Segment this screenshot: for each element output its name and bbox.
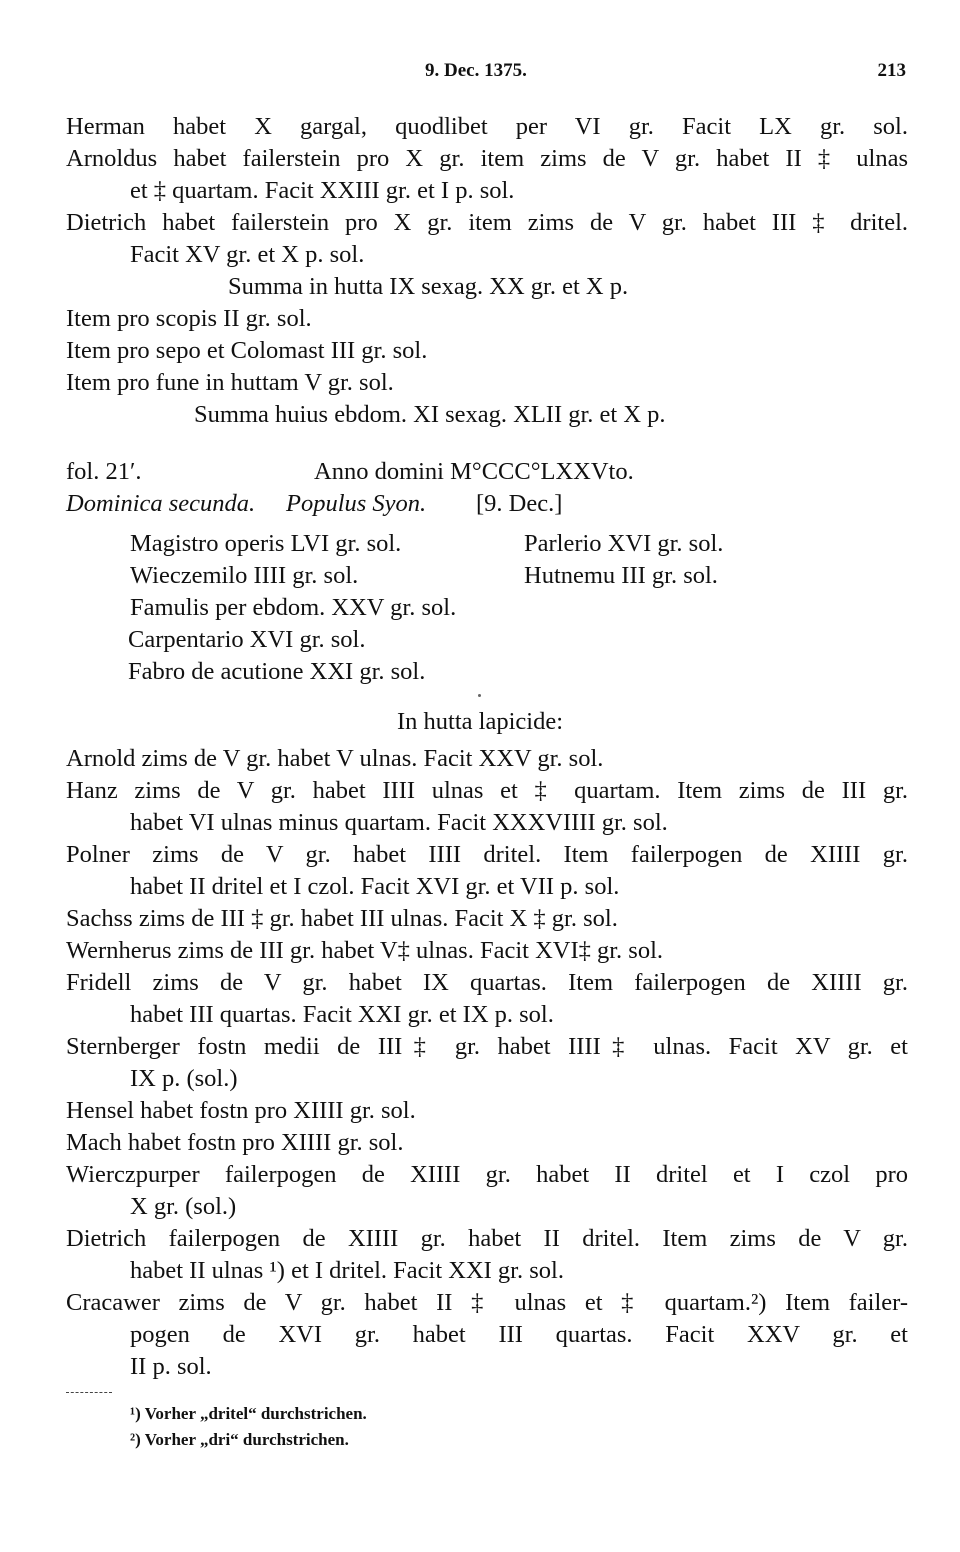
wage-line: Parlerio XVI gr. sol. (524, 530, 724, 557)
text-line: Sachss zims de III ‡ gr. habet III ulnas. Facit X ‡ gr. sol. (66, 905, 618, 932)
wage-line: Hutnemu III gr. sol. (524, 562, 718, 589)
text-line: X gr. (sol.) (130, 1193, 237, 1220)
text-line: et ‡ quartam. Facit XXIII gr. et I p. sol. (130, 177, 515, 204)
footnote: ²) Vorher „dri“ durchstrichen. (130, 1430, 349, 1449)
dominica-date: [9. Dec.] (476, 490, 563, 517)
text-line: Cracawer zims de V gr. habet II ‡ ulnas et ‡ quartam.²) Item failer- (66, 1289, 908, 1316)
text-line: Fridell zims de V gr. habet IX quartas. Item failerpogen de XIIII gr. (66, 969, 908, 996)
text-line: Polner zims de V gr. habet IIII dritel. Item failerpogen de XIIII gr. (66, 841, 908, 868)
text-line: Sternberger fostn medii de III‡ gr. habet IIII‡ ulnas. Facit XV gr. et (66, 1033, 908, 1060)
text-line: Item pro fune in huttam V gr. sol. (66, 369, 394, 396)
summa-line: Summa huius ebdom. XI sexag. XLII gr. et X p. (194, 401, 666, 428)
wage-line: Magistro operis LVI gr. sol. (130, 530, 402, 557)
text-line: Hanz zims de V gr. habet IIII ulnas et ‡ quartam. Item zims de III gr. (66, 777, 908, 804)
footnote: ¹) Vorher „dritel“ durchstrichen. (130, 1404, 367, 1423)
text-line: pogen de XVI gr. habet III quartas. Facit XXV gr. et (130, 1321, 908, 1348)
wage-line: Fabro de acutione XXI gr. sol. (128, 658, 426, 685)
text-line: Wernherus zims de III gr. habet V‡ ulnas. Facit XVI‡ gr. sol. (66, 937, 664, 964)
text-line: Item pro scopis II gr. sol. (66, 305, 312, 332)
wage-line: Carpentario XVI gr. sol. (128, 626, 366, 653)
anno-domini: Anno domini M°CCC°LXXVto. (314, 458, 634, 485)
text-line: Dietrich habet failerstein pro X gr. item zims de V gr. habet III ‡ dritel. (66, 209, 908, 236)
text-line: Wierczpurper failerpogen de XIIII gr. habet II dritel et I czol pro (66, 1161, 908, 1188)
summa-line: Summa in hutta IX sexag. XX gr. et X p. (228, 273, 629, 300)
wage-line: Famulis per ebdom. XXV gr. sol. (130, 594, 457, 621)
header-date: 9. Dec. 1375. (425, 60, 527, 81)
text-line: Item pro sepo et Colomast III gr. sol. (66, 337, 428, 364)
folio-reference: fol. 21′. (66, 458, 142, 485)
text-line: habet II ulnas ¹) et I dritel. Facit XXI gr. sol. (130, 1257, 564, 1284)
text-line: Hensel habet fostn pro XIIII gr. sol. (66, 1097, 416, 1124)
text-line: Arnoldus habet failerstein pro X gr. item zims de V gr. habet II ‡ ulnas (66, 145, 908, 172)
text-line: IX p. (sol.) (130, 1065, 238, 1092)
text-line: habet III quartas. Facit XXI gr. et IX p. sol. (130, 1001, 554, 1028)
wage-line: Wieczemilo IIII gr. sol. (130, 562, 359, 589)
populus-title: Populus Syon. (286, 490, 427, 517)
text-line: Dietrich failerpogen de XIIII gr. habet II dritel. Item zims de V gr. (66, 1225, 908, 1252)
stray-mark (478, 694, 481, 697)
page-number: 213 (877, 60, 906, 81)
text-line: habet VI ulnas minus quartam. Facit XXXVIIII gr. sol. (130, 809, 668, 836)
text-line: Arnold zims de V gr. habet V ulnas. Facit XXV gr. sol. (66, 745, 604, 772)
dominica-title: Dominica secunda. (66, 490, 256, 517)
text-line: Facit XV gr. et X p. sol. (130, 241, 365, 268)
text-line: Mach habet fostn pro XIIII gr. sol. (66, 1129, 404, 1156)
text-line: II p. sol. (130, 1353, 212, 1380)
text-line: habet II dritel et I czol. Facit XVI gr. et VII p. sol. (130, 873, 620, 900)
text-line: Herman habet X gargal, quodlibet per VI gr. Facit LX gr. sol. (66, 113, 908, 140)
footnote-rule (66, 1392, 112, 1393)
page-header (0, 60, 960, 90)
section-heading: In hutta lapicide: (397, 708, 563, 735)
